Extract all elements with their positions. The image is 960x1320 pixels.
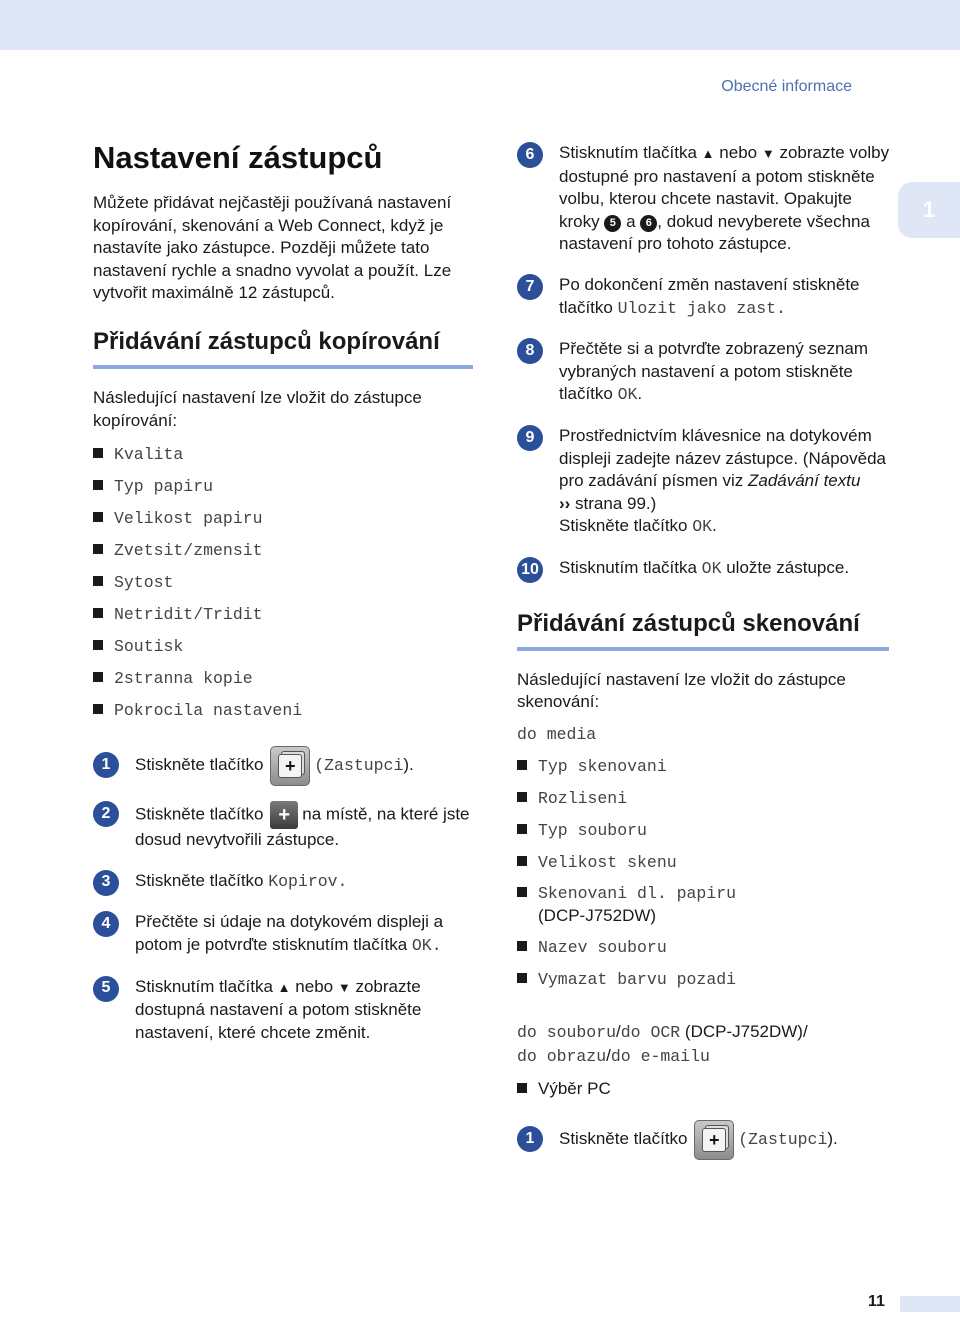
step-ref: 5 xyxy=(604,215,621,232)
step-number: 1 xyxy=(93,752,119,778)
step-number: 7 xyxy=(517,274,543,300)
list-item: Velikost skenu xyxy=(517,852,897,874)
list-item: Typ papiru xyxy=(93,476,473,498)
list-item: Soutisk xyxy=(93,636,473,658)
list-item: Typ skenovani xyxy=(517,756,897,778)
list-item: Rozliseni xyxy=(517,788,897,810)
list-item: Sytost xyxy=(93,572,473,594)
bullet-icon xyxy=(517,941,527,951)
model-note: (DCP-J752DW) xyxy=(538,906,657,926)
step-1: 1 Stiskněte tlačítko + (Zastupci). xyxy=(93,744,473,787)
shortcut-plus-icon[interactable]: + xyxy=(270,746,310,786)
bullet-icon xyxy=(93,704,103,714)
step-8: 8 Přečtěte si a potvrďte zobrazený seznam vybraných nastavení a potom stiskněte tlačítko OK. xyxy=(517,338,897,407)
list-item: Velikost papiru xyxy=(93,508,473,530)
bullet-icon xyxy=(93,512,103,522)
left-column xyxy=(93,140,473,1044)
section-title-copy: Přidávání zástupců kopírování xyxy=(93,327,440,355)
right-column xyxy=(517,142,897,1161)
section-rule xyxy=(517,647,889,651)
list-item: Výběr PC xyxy=(517,1078,897,1100)
list-item: 2stranna kopie xyxy=(93,668,473,690)
step-10: 10 Stisknutím tlačítka OK uložte zástupce. xyxy=(517,557,897,581)
bullet-icon xyxy=(93,672,103,682)
cross-reference-link[interactable]: Zadávání textu xyxy=(747,471,861,491)
step-ref: 6 xyxy=(640,215,657,232)
step-7: 7 Po dokončení změn nastavení stiskněte tlačítko Ulozit jako zast. xyxy=(517,274,897,320)
plus-icon[interactable]: + xyxy=(270,801,298,829)
up-arrow-icon: ▲ xyxy=(701,146,715,161)
list-item: Kvalita xyxy=(93,444,473,466)
step-number: 4 xyxy=(93,911,119,937)
step-number: 2 xyxy=(93,801,119,827)
bullet-icon xyxy=(93,576,103,586)
bullet-icon xyxy=(517,1083,527,1093)
bullet-icon xyxy=(517,973,527,983)
bullet-icon xyxy=(517,792,527,802)
intro-paragraph: Můžete přidávat nejčastěji používaná nastavení kopírování, skenování a Web Connect, když je nastavíte jako zástupce. Později můžete tato nastavení rychle a snadno vyvolat a použít. Lze vytvořit maximálně 12 zástupců. xyxy=(93,193,452,303)
down-arrow-icon: ▼ xyxy=(337,979,351,995)
step-5: 5 Stisknutím tlačítka ▲ nebo ▼ zobrazte dostupná nastavení a potom stiskněte nastavení, které chcete změnit. xyxy=(93,976,473,1045)
list-item: Vymazat barvu pozadi xyxy=(517,969,897,991)
step-number: 8 xyxy=(517,338,543,364)
scan-list-intro: Následující nastavení lze vložit do zástupce skenování: xyxy=(517,669,846,712)
media-label: do media xyxy=(517,724,597,744)
chapter-tab: 1 xyxy=(898,182,960,238)
step-4: 4 Přečtěte si údaje na dotykovém displeji a potom je potvrďte stisknutím tlačítka OK. xyxy=(93,911,473,957)
up-arrow-icon: ▲ xyxy=(277,979,291,995)
bullet-icon xyxy=(517,824,527,834)
bullet-icon xyxy=(93,544,103,554)
bullet-icon xyxy=(93,640,103,650)
top-band xyxy=(0,0,960,50)
section-title-scan: Přidávání zástupců skenování xyxy=(517,609,860,637)
step-number: 5 xyxy=(93,976,119,1002)
step-number: 6 xyxy=(517,142,543,168)
step-9: 9 Prostřednictvím klávesnice na dotykovém displeji zadejte název zástupce. (Nápověda pro zadávání písmen viz Zadávání textu ›› strana 99.) Stiskněte tlačítko OK. xyxy=(517,425,897,539)
step-6: 6 Stisknutím tlačítka ▲ nebo ▼ zobrazte volby dostupné pro nastavení a potom stiskněte volbu, kterou chcete nastavit. Opakujte kroky 5 a 6 , dokud nevyberete všechna nastavení pro tohoto zástupce. xyxy=(517,142,897,256)
bullet-icon xyxy=(517,887,527,897)
step-3: 3 Stiskněte tlačítko Kopirov. xyxy=(93,870,473,894)
step-number: 1 xyxy=(517,1126,543,1152)
list-item: Nazev souboru xyxy=(517,937,897,959)
step-number: 9 xyxy=(517,425,543,451)
bullet-icon xyxy=(93,448,103,458)
list-item: Typ souboru xyxy=(517,820,897,842)
copy-list-intro: Následující nastavení lze vložit do zástupce kopírování: xyxy=(93,387,422,430)
scan-media-settings-list xyxy=(517,756,897,991)
down-arrow-icon: ▼ xyxy=(761,146,775,161)
list-item: Netridit/Tridit xyxy=(93,604,473,626)
step-number: 10 xyxy=(517,557,543,583)
bullet-icon xyxy=(93,608,103,618)
step-number: 3 xyxy=(93,870,119,896)
section-header: Obecné informace xyxy=(721,78,852,95)
list-item: Zvetsit/zmensit xyxy=(93,540,473,562)
list-item: Skenovani dl. papiru (DCP-J752DW) xyxy=(517,883,897,927)
page-number: 11 xyxy=(868,1293,885,1310)
step-2: 2 Stiskněte tlačítko + na místě, na které jste dosud nevytvořili zástupce. xyxy=(93,801,473,852)
scan-file-settings-list xyxy=(517,1078,897,1100)
page-title: Nastavení zástupců xyxy=(93,140,383,175)
shortcut-plus-icon[interactable]: + xyxy=(694,1120,734,1160)
bullet-icon xyxy=(517,856,527,866)
footer-band xyxy=(900,1296,960,1312)
double-arrow-icon: ›› xyxy=(559,493,571,513)
file-label: do souboru/do OCR (DCP-J752DW)/ do obrazu/do e-mailu xyxy=(517,1022,808,1066)
copy-settings-list xyxy=(93,444,473,722)
scan-step-1: 1 Stiskněte tlačítko + (Zastupci). xyxy=(517,1118,897,1161)
bullet-icon xyxy=(517,760,527,770)
list-item: Pokrocila nastaveni xyxy=(93,700,473,722)
section-rule xyxy=(93,365,473,369)
bullet-icon xyxy=(93,480,103,490)
